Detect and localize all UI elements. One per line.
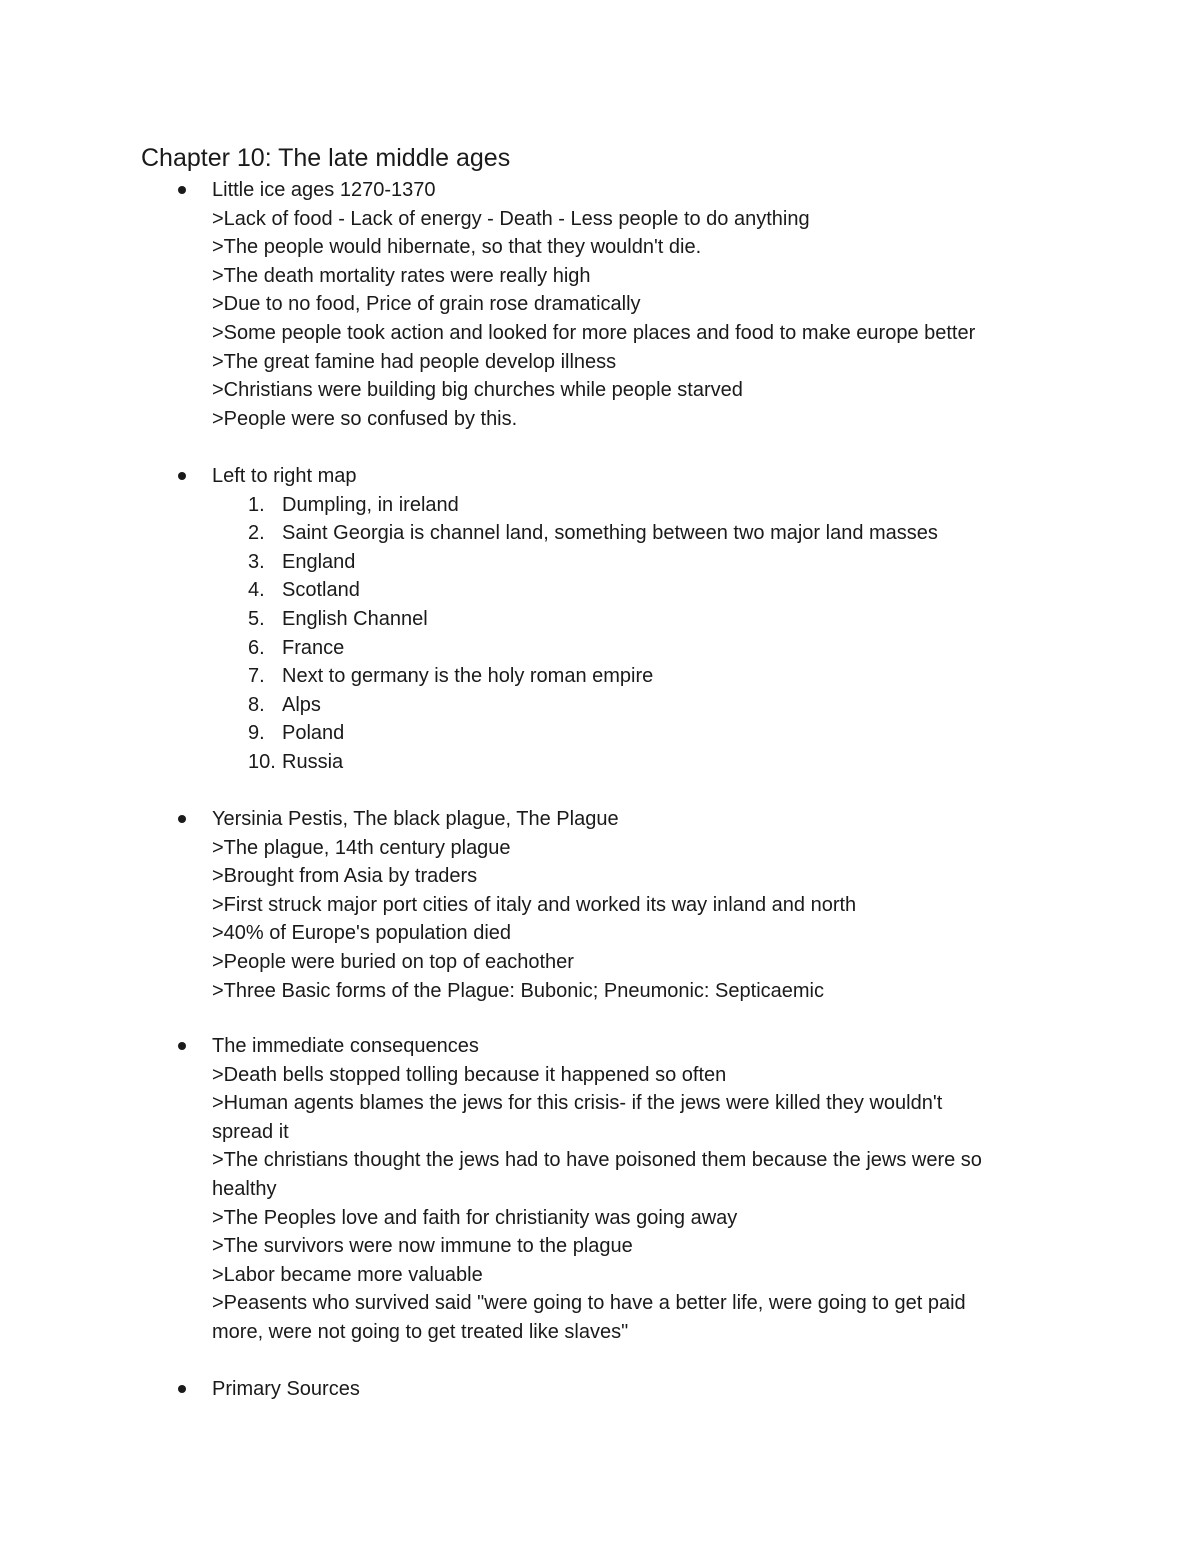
note-line: more, were not going to get treated like slaves" bbox=[212, 1321, 629, 1343]
note-line: >The christians thought the jews had to have poisoned them because the jews were so bbox=[212, 1149, 982, 1172]
bullet-heading: Yersinia Pestis, The black plague, The Plague bbox=[212, 808, 619, 830]
list-item: English Channel bbox=[282, 608, 428, 630]
bullet-icon bbox=[178, 815, 186, 823]
list-item: Next to germany is the holy roman empire bbox=[282, 665, 654, 688]
list-item: France bbox=[282, 636, 345, 659]
list-item: Poland bbox=[282, 722, 345, 745]
bullet-heading: Little ice ages 1270-1370 bbox=[212, 179, 436, 201]
list-item: Scotland bbox=[282, 579, 360, 602]
list-item: Alps bbox=[282, 693, 321, 716]
list-number: 2. bbox=[248, 522, 265, 545]
note-line: >Some people took action and looked for more places and food to make europe better bbox=[212, 322, 976, 344]
note-line: >The Peoples love and faith for christianity was going away bbox=[212, 1206, 738, 1229]
note-line: healthy bbox=[212, 1178, 277, 1200]
note-line: >People were so confused by this. bbox=[212, 407, 518, 430]
note-line: >The plague, 14th century plague bbox=[212, 836, 511, 859]
page-title: Chapter 10: The late middle ages bbox=[141, 144, 511, 172]
list-number: 8. bbox=[248, 693, 265, 716]
list-number: 6. bbox=[248, 636, 265, 659]
note-line: >The survivors were now immune to the plague bbox=[212, 1235, 633, 1258]
note-line: >Due to no food, Price of grain rose dramatically bbox=[212, 293, 641, 316]
bullet-icon bbox=[178, 186, 186, 194]
list-number: 9. bbox=[248, 722, 265, 745]
note-line: >Labor became more valuable bbox=[212, 1263, 483, 1286]
note-line: >40% of Europe's population died bbox=[212, 922, 512, 945]
bullet-heading: Primary Sources bbox=[212, 1378, 360, 1400]
bullet-icon bbox=[178, 472, 186, 480]
list-number: 3. bbox=[248, 550, 265, 573]
list-number: 7. bbox=[248, 665, 265, 688]
note-line: >First struck major port cities of italy and worked its way inland and north bbox=[212, 893, 857, 916]
note-line: >The death mortality rates were really high bbox=[212, 264, 591, 287]
list-item: Russia bbox=[282, 751, 344, 773]
list-item: Saint Georgia is channel land, something between two major land masses bbox=[282, 522, 938, 545]
list-number: 5. bbox=[248, 608, 265, 630]
note-line: >Death bells stopped tolling because it happened so often bbox=[212, 1063, 727, 1086]
note-line: >Christians were building big churches while people starved bbox=[212, 379, 743, 402]
note-line: >Peasents who survived said "were going to have a better life, were going to get paid bbox=[212, 1292, 966, 1315]
note-line: spread it bbox=[212, 1120, 289, 1143]
bullet-icon bbox=[178, 1042, 186, 1050]
note-line: >People were buried on top of eachother bbox=[212, 951, 574, 973]
note-line: >Lack of food - Lack of energy - Death - Less people to do anything bbox=[212, 207, 810, 230]
note-line: >Human agents blames the jews for this crisis- if the jews were killed they wouldn't bbox=[212, 1092, 943, 1115]
list-number: 10. bbox=[248, 751, 276, 773]
note-line: >Brought from Asia by traders bbox=[212, 865, 478, 888]
note-line: >Three Basic forms of the Plague: Bubonic; Pneumonic: Septicaemic bbox=[212, 979, 824, 1002]
list-number: 1. bbox=[248, 493, 265, 516]
list-item: Dumpling, in ireland bbox=[282, 493, 459, 516]
list-item: England bbox=[282, 550, 356, 573]
note-line: >The people would hibernate, so that they wouldn't die. bbox=[212, 236, 702, 259]
bullet-heading: The immediate consequences bbox=[212, 1035, 479, 1057]
bullet-heading: Left to right map bbox=[212, 465, 357, 487]
bullet-icon bbox=[178, 1385, 186, 1393]
list-number: 4. bbox=[248, 579, 265, 602]
note-line: >The great famine had people develop illness bbox=[212, 350, 617, 373]
